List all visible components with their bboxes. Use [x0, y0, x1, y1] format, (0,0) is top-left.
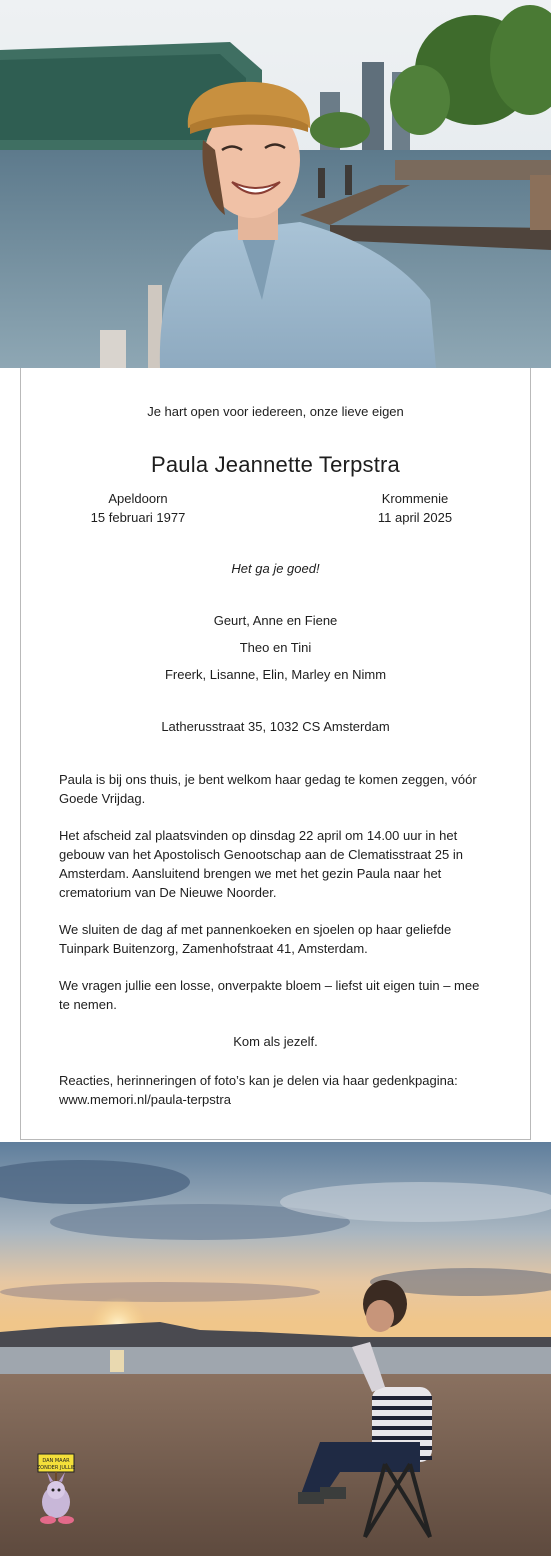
svg-text:DAN MAAR: DAN MAAR [42, 1458, 70, 1464]
svg-text:ZONDER JULLIE: ZONDER JULLIE [36, 1465, 76, 1471]
death-place: Krommenie [381, 491, 449, 506]
family-line: Theo en Tini [239, 640, 312, 655]
family-line: Freerk, Lisanne, Elin, Marley en Nimm [164, 667, 387, 682]
paragraph: Het afscheid zal plaatsvinden op dinsdag 22 april om 14.00 uur in het gebouw van het Apostolisch Genootschap aan de Clematisstraat 25 in Amsterdam. Aansluitend brengen we met het gezin Paula naar het crematorium van De Nieuwe Noorder. [59, 828, 463, 900]
death-date: 11 april 2025 [377, 510, 453, 525]
farewell-text: Het ga je goed! [231, 561, 320, 576]
birth-info [58, 489, 218, 527]
address: Latherusstraat 35, 1032 CS Amsterdam [161, 719, 390, 734]
reactions-text: Reacties, herinneringen of foto’s kan je delen via haar gedenkpagina: www.memori.nl/paula-terpstra [59, 1073, 458, 1107]
closing-line: Kom als jezelf. [233, 1034, 318, 1049]
birth-place: Apeldoorn [108, 491, 168, 506]
portrait-photo [0, 0, 551, 368]
paragraph: Paula is bij ons thuis, je bent welkom haar gedag te komen zeggen, vóór Goede Vrijdag. [59, 772, 477, 806]
birth-date: 15 februari 1977 [90, 510, 186, 525]
paragraph: We vragen jullie een losse, onverpakte bloem – liefst uit eigen tuin – mee te nemen. [59, 978, 480, 1012]
paragraph: We sluiten de dag af met pannenkoeken en sjoelen op haar geliefde Tuinpark Buitenzorg, Zamenhofstraat 41, Amsterdam. [59, 922, 452, 956]
cartoon-logo [30, 1452, 86, 1532]
deceased-name: Paula Jeannette Terpstra [150, 452, 400, 477]
intro-text: Je hart open voor iedereen, onze lieve eigen [147, 404, 404, 419]
family-line: Geurt, Anne en Fiene [213, 613, 338, 628]
death-info [335, 489, 495, 527]
